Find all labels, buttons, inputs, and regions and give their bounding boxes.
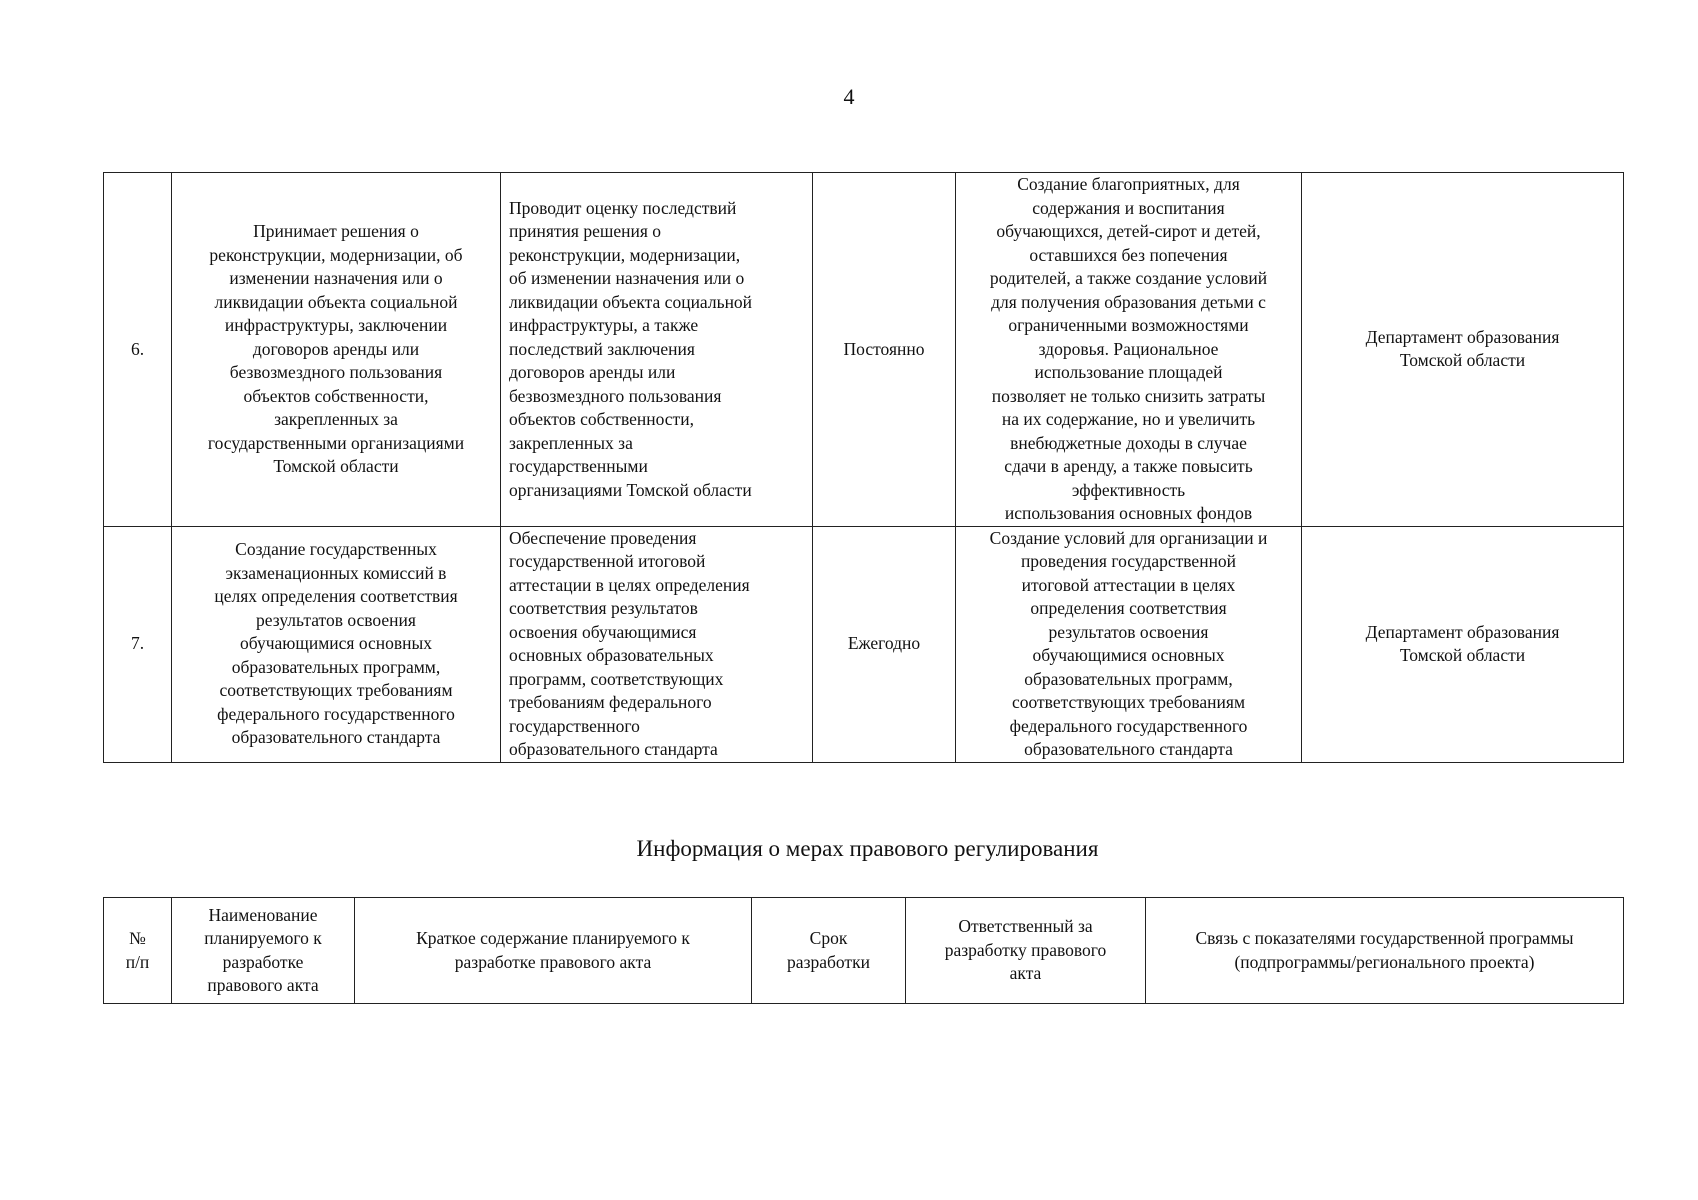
legal-measures-table bbox=[103, 897, 1624, 1004]
page-number: 4 bbox=[843, 84, 855, 109]
result-cell: Создание благоприятных, для содержания и воспитания обучающихся, детей-сирот и детей, оставшихся без попечения родителей, а также создание условий для получения образования детьми с ограниченными возможностями здоровья. Рациональное использование площадей позволяет не только снизить затраты на их содержание, но и увеличить внебюджетные доходы в случае сдачи в аренду, а также повысить эффективность использования основных фондов bbox=[956, 173, 1302, 527]
header-act-name: Наименование планируемого к разработке правового акта bbox=[172, 898, 355, 1004]
term-cell: Постоянно bbox=[813, 173, 956, 527]
table-row bbox=[104, 173, 1624, 527]
responsible-cell: Департамент образования Томской области bbox=[1302, 526, 1624, 762]
header-summary: Краткое содержание планируемого к разработке правового акта bbox=[355, 898, 752, 1004]
header-link: Связь с показателями государственной программы (подпрограммы/регионального проекта) bbox=[1146, 898, 1624, 1004]
result-cell: Создание условий для организации и проведения государственной итоговой аттестации в целях определения соответствия результатов освоения обучающимися основных образовательных программ, соответствующих требованиям федерального государственного образовательного стандарта bbox=[956, 526, 1302, 762]
measures-table bbox=[103, 172, 1624, 763]
row-number-cell: 6. bbox=[104, 173, 172, 527]
section-title: Информация о мерах правового регулирования bbox=[636, 836, 1099, 861]
responsible-cell: Департамент образования Томской области bbox=[1302, 173, 1624, 527]
header-deadline: Срок разработки bbox=[752, 898, 906, 1004]
term-cell: Ежегодно bbox=[813, 526, 956, 762]
header-responsible: Ответственный за разработку правового акта bbox=[906, 898, 1146, 1004]
table-header-row bbox=[104, 898, 1624, 1004]
content-cell: Проводит оценку последствий принятия решения о реконструкции, модернизации, об изменении назначения или о ликвидации объекта социальной инфраструктуры, а также последствий заключения договоров аренды или безвозмездного пользования объектов собственности, закрепленных за государственными организациями Томской области bbox=[501, 173, 813, 527]
measure-cell: Создание государственных экзаменационных комиссий в целях определения соответствия результатов освоения обучающимися основных образовательных программ, соответствующих требованиям федерального государственного образовательного стандарта bbox=[172, 526, 501, 762]
row-number-cell: 7. bbox=[104, 526, 172, 762]
table-row bbox=[104, 526, 1624, 762]
measure-cell: Принимает решения о реконструкции, модернизации, об изменении назначения или о ликвидации объекта социальной инфраструктуры, заключении договоров аренды или безвозмездного пользования объектов собственности, закрепленных за государственными организациями Томской области bbox=[172, 173, 501, 527]
header-number: № п/п bbox=[104, 898, 172, 1004]
content-cell: Обеспечение проведения государственной итоговой аттестации в целях определения соответствия результатов освоения обучающимися основных образовательных программ, соответствующих требованиям федерального государственного образовательного стандарта bbox=[501, 526, 813, 762]
